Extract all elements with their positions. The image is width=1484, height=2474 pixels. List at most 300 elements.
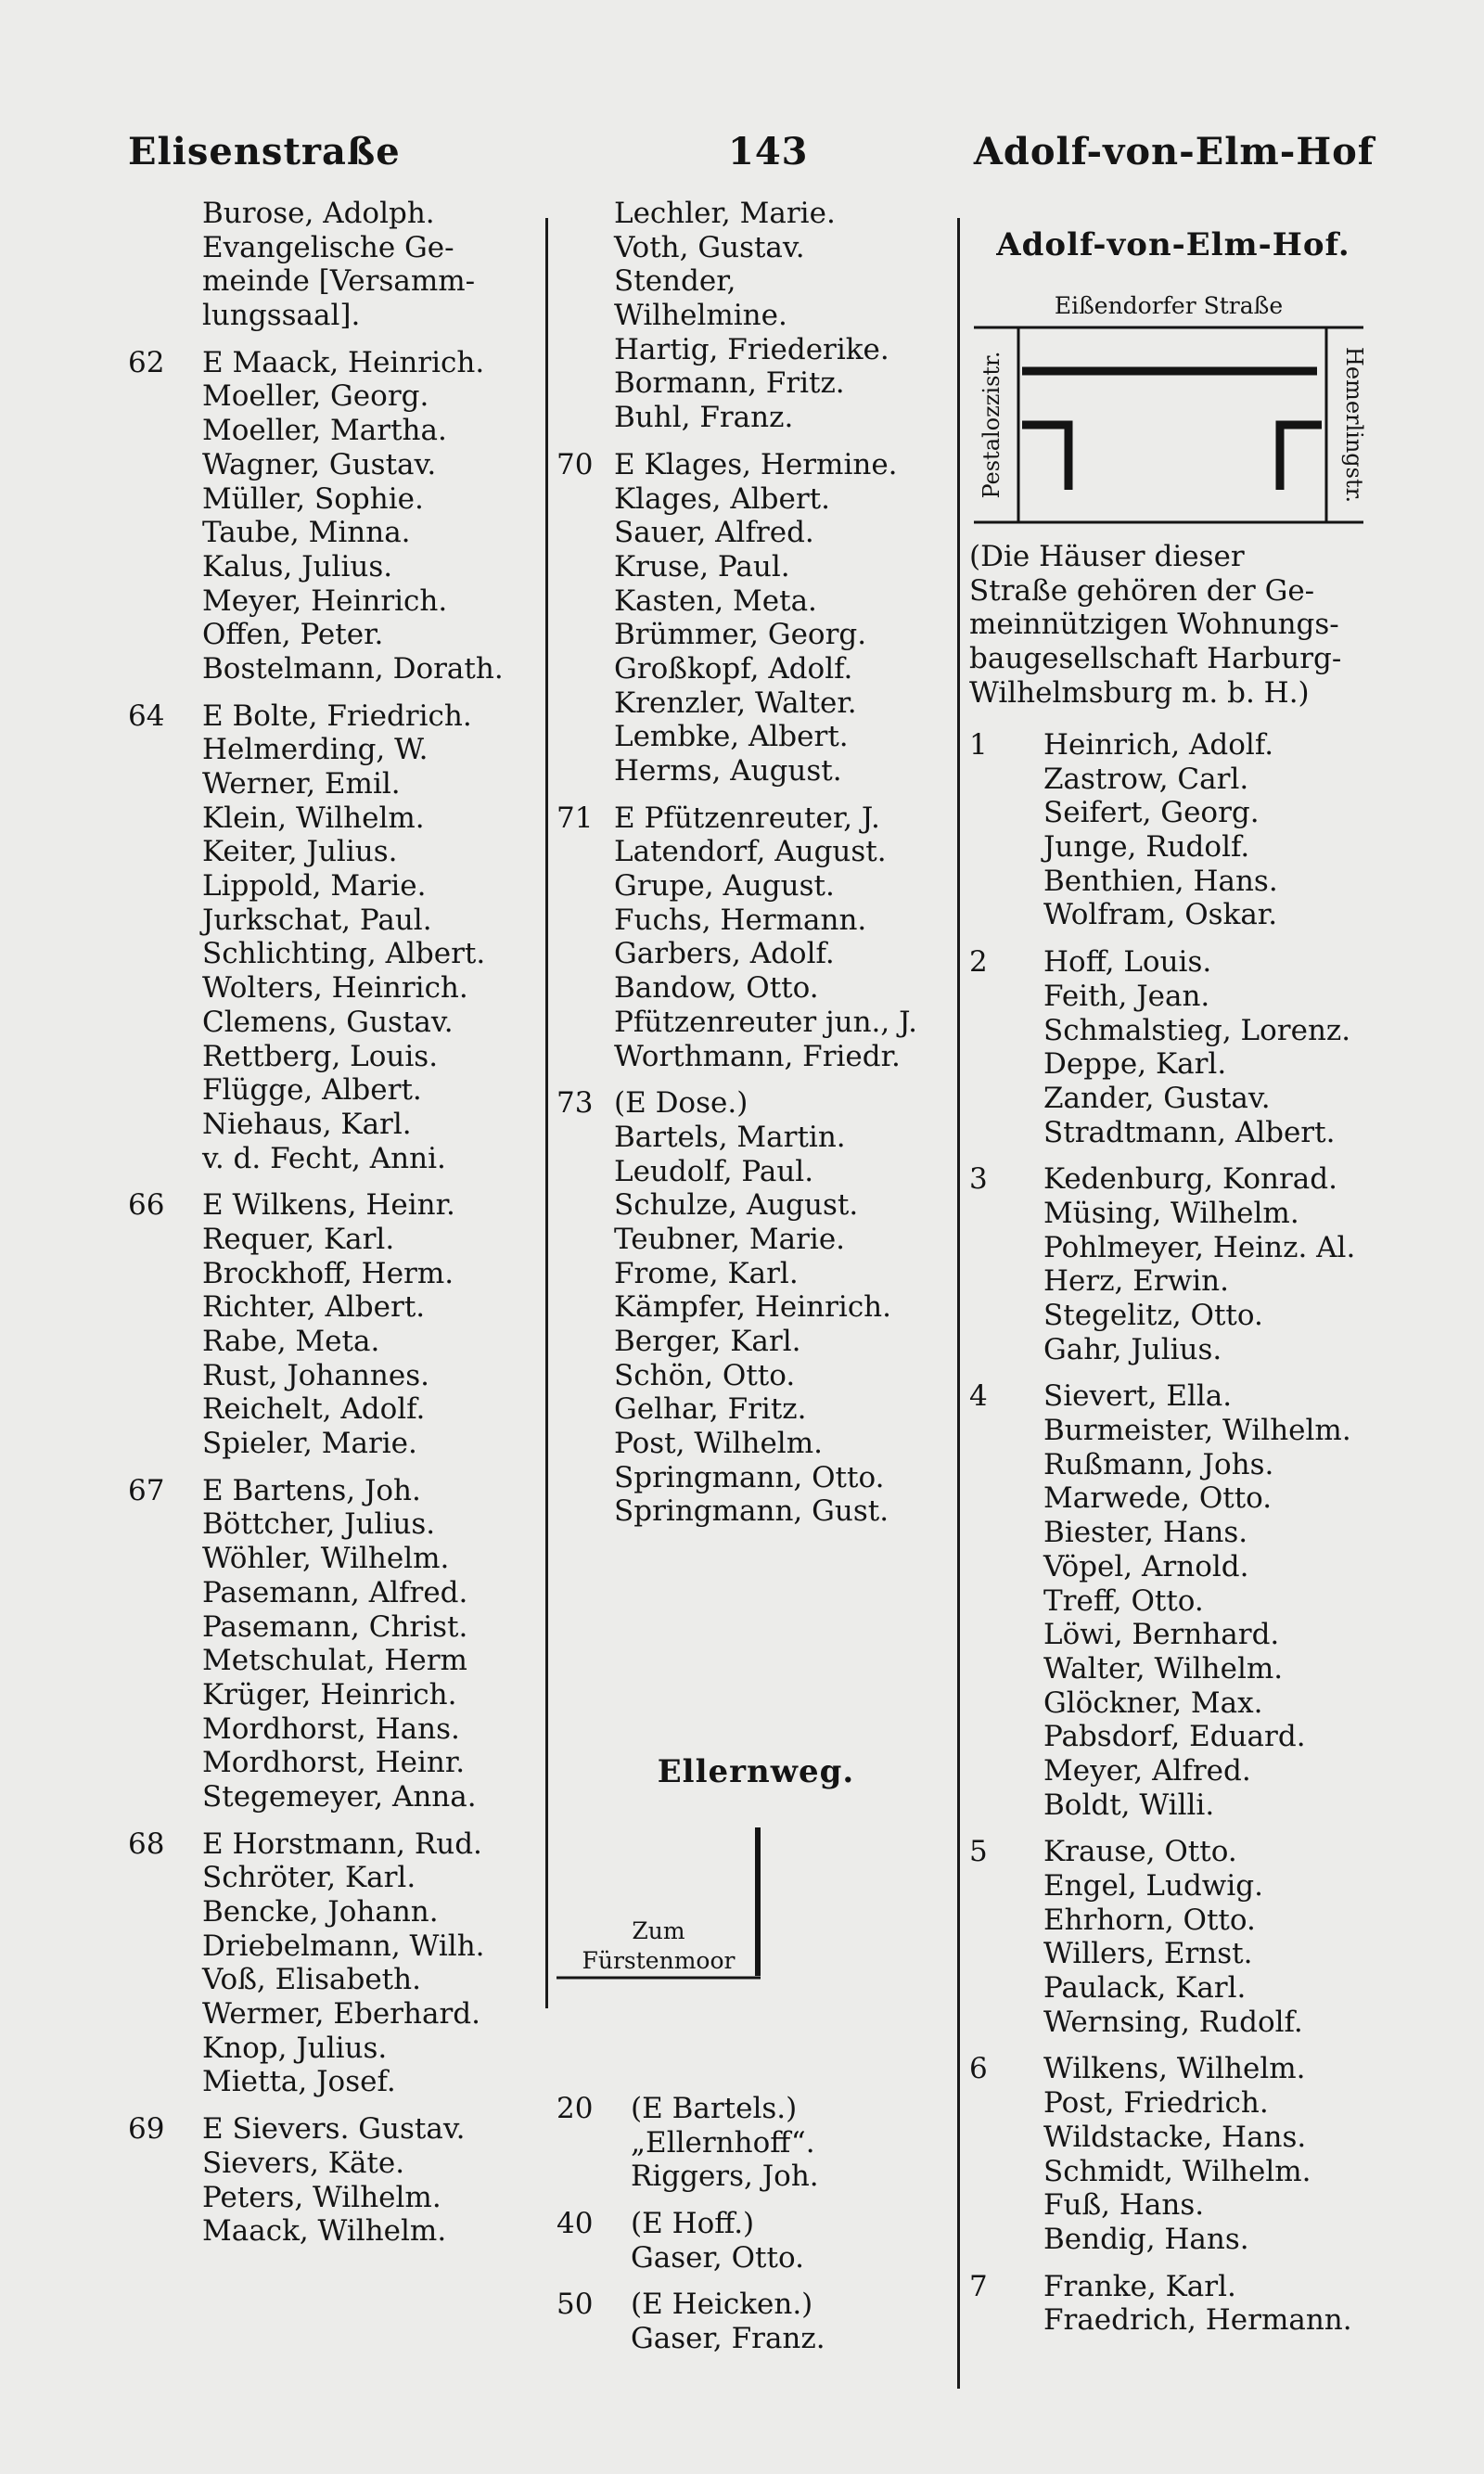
resident-name: Evangelische Ge-: [202, 230, 454, 264]
resident-name: Wildstacke, Hans.: [1043, 2120, 1307, 2154]
list-item: [128, 767, 545, 801]
house-group: [556, 1086, 955, 1529]
resident-name: Mordhorst, Heinr.: [202, 1746, 466, 1780]
resident-name: Wolters, Heinrich.: [202, 971, 468, 1006]
resident-name: Clemens, Gustav.: [202, 1005, 454, 1039]
resident-name: Wöhler, Wilhelm.: [202, 1542, 450, 1576]
page-number: 143: [728, 130, 809, 173]
list-item: [556, 2092, 955, 2126]
list-item: [128, 1610, 545, 1645]
list-item: [556, 2288, 955, 2322]
list-item: [128, 414, 545, 448]
list-item: [969, 1116, 1377, 1150]
resident-name: Metschulat, Herm: [202, 1644, 467, 1678]
list-item: [128, 869, 545, 904]
resident-name: Treff, Otto.: [1043, 1583, 1204, 1618]
list-item: [128, 652, 545, 686]
resident-name: Driebelmann, Wilh.: [202, 1929, 485, 1963]
resident-name: Hartig, Friederike.: [614, 332, 889, 366]
list-item: [969, 2052, 1377, 2086]
house-group: [969, 1835, 1377, 2039]
house-group: [556, 448, 955, 788]
house-group: [556, 197, 955, 435]
intro-line: [969, 540, 1377, 574]
resident-name: Bostelmann, Dorath.: [202, 651, 504, 686]
resident-name: Stegelitz, Otto.: [1043, 1299, 1263, 1332]
list-item: [128, 2112, 545, 2147]
resident-name: Peters, Wilhelm.: [202, 2180, 441, 2214]
list-item: [969, 1162, 1377, 1197]
resident-name: Deppe, Karl.: [1043, 1047, 1227, 1082]
list-item: [128, 1290, 545, 1325]
resident-name: Großkopf, Adolf.: [614, 651, 853, 686]
intro-line: [969, 608, 1377, 642]
house-group: [556, 2207, 955, 2275]
list-item: [556, 1427, 955, 1461]
list-item: [969, 898, 1377, 932]
list-item: [556, 1223, 955, 1257]
list-item: [556, 516, 955, 550]
list-item: [128, 264, 545, 299]
house-group: [128, 1474, 545, 1814]
house-group: [128, 1827, 545, 2100]
list-item: [128, 550, 545, 584]
house-number: 66: [128, 1188, 165, 1223]
column-left: [128, 197, 545, 2262]
list-item: [128, 482, 545, 517]
list-item: [128, 1325, 545, 1359]
list-item: [128, 1188, 545, 1223]
resident-name: Taube, Minna.: [202, 516, 411, 550]
list-item: [969, 1231, 1377, 1265]
resident-name: Bendig, Hans.: [1043, 2222, 1249, 2256]
map-label-fuerstenmoor: Fürstenmoor: [582, 1947, 736, 1974]
resident-name: Rabe, Meta.: [202, 1325, 380, 1358]
resident-name: E Pfützenreuter, J.: [614, 801, 880, 835]
list-item: [128, 937, 545, 971]
resident-name: Niehaus, Karl.: [202, 1107, 412, 1141]
resident-name: Lippold, Marie.: [202, 869, 427, 904]
resident-name: E Sievers. Gustav.: [202, 2112, 466, 2147]
list-item: [128, 346, 545, 380]
column-middle: [556, 197, 955, 1542]
intro-text: baugesellschaft Harburg-: [969, 642, 1342, 676]
resident-name: Maack, Wilhelm.: [202, 2214, 447, 2249]
list-item: [556, 686, 955, 721]
list-item: [969, 763, 1377, 797]
resident-name: Pasemann, Alfred.: [202, 1575, 468, 1609]
resident-name: Berger, Karl.: [614, 1325, 801, 1358]
resident-name: Sauer, Alfred.: [614, 516, 814, 550]
resident-name: Requer, Karl.: [202, 1222, 395, 1256]
street-map-ellernweg: [556, 1818, 955, 1994]
list-item: [969, 2121, 1377, 2155]
list-item: [128, 1712, 545, 1747]
list-item: [969, 1333, 1377, 1367]
resident-name: lungssaal].: [202, 299, 361, 333]
list-item: [969, 2006, 1377, 2040]
resident-name: Gahr, Julius.: [1043, 1332, 1222, 1366]
map-label-top: Eißendorfer Straße: [1054, 292, 1284, 319]
resident-name: (E Heicken.): [631, 2288, 813, 2322]
house-group: [128, 197, 545, 333]
list-item: [969, 2303, 1377, 2338]
house-group: [128, 346, 545, 686]
resident-name: Pohlmeyer, Heinz. Al.: [1043, 1230, 1356, 1264]
list-item: [969, 1618, 1377, 1652]
resident-name: Klages, Albert.: [614, 481, 830, 516]
intro-text: Wilhelmsburg m. b. H.): [969, 675, 1310, 710]
list-item: [128, 1142, 545, 1176]
resident-name: Pfützenreuter jun., J.: [614, 1005, 917, 1039]
resident-name: Löwi, Bernhard.: [1043, 1618, 1280, 1652]
house-number: 20: [556, 2092, 594, 2125]
list-item: [128, 1108, 545, 1142]
list-item: [556, 264, 955, 299]
list-item: [128, 1474, 545, 1508]
house-number: 1: [969, 728, 988, 762]
resident-name: Benthien, Hans.: [1043, 864, 1278, 898]
resident-name: Krause, Otto.: [1043, 1835, 1237, 1869]
list-item: [128, 801, 545, 836]
house-number: 6: [969, 2052, 988, 2086]
resident-name: Böttcher, Julius.: [202, 1507, 436, 1542]
list-item: [969, 1014, 1377, 1048]
intro-line: [969, 574, 1377, 609]
resident-name: Brümmer, Georg.: [614, 618, 867, 652]
list-item: [128, 2147, 545, 2181]
list-item: [969, 1448, 1377, 1482]
resident-name: Flügge, Albert.: [202, 1073, 422, 1108]
resident-name: Gelhar, Fritz.: [614, 1392, 807, 1427]
resident-name: Herz, Erwin.: [1043, 1264, 1229, 1299]
house-group: [128, 1188, 545, 1461]
resident-name: Meyer, Heinrich.: [202, 583, 448, 618]
resident-name: Schröter, Karl.: [202, 1861, 416, 1895]
house-group: [969, 2270, 1377, 2338]
house-group: [128, 2112, 545, 2249]
resident-name: Garbers, Adolf.: [614, 937, 835, 971]
list-item: [556, 1359, 955, 1393]
list-item: [969, 1379, 1377, 1414]
house-number: 73: [556, 1086, 594, 1121]
house-group: [969, 1379, 1377, 1822]
resident-name: Wilkens, Wilhelm.: [1043, 2052, 1306, 2086]
house-group: [969, 728, 1377, 932]
list-item: [556, 1121, 955, 1155]
intro-text: Straße gehören der Ge-: [969, 573, 1315, 608]
list-item: [128, 904, 545, 938]
resident-name: Zander, Gustav.: [1043, 1081, 1271, 1115]
list-item: [969, 1550, 1377, 1584]
list-item: [969, 1937, 1377, 1971]
list-item: [556, 231, 955, 265]
list-item: [969, 1720, 1377, 1754]
map-label-left: Pestalozzistr.: [979, 351, 1004, 499]
list-item: [969, 2086, 1377, 2121]
resident-name: Feith, Jean.: [1043, 979, 1210, 1013]
list-item: [556, 2207, 955, 2241]
list-item: [969, 2188, 1377, 2223]
house-group: [556, 801, 955, 1074]
resident-name: Leudolf, Paul.: [614, 1154, 814, 1188]
resident-name: Frome, Karl.: [614, 1256, 799, 1290]
list-item: [556, 550, 955, 584]
resident-name: Bencke, Johann.: [202, 1895, 439, 1929]
resident-name: (E Dose.): [614, 1086, 748, 1121]
list-item: [128, 1507, 545, 1542]
list-item: [128, 1542, 545, 1576]
list-item: [969, 2155, 1377, 2189]
list-item: [556, 366, 955, 401]
list-item: [556, 904, 955, 938]
list-item: [556, 720, 955, 754]
list-item: [128, 618, 545, 652]
list-item: [128, 1223, 545, 1257]
resident-name: Burmeister, Wilhelm.: [1043, 1414, 1351, 1448]
resident-name: E Horstmann, Rud.: [202, 1827, 482, 1861]
resident-name: Vöpel, Arnold.: [1043, 1549, 1249, 1583]
list-item: [556, 1155, 955, 1189]
resident-name: Kämpfer, Heinrich.: [614, 1290, 891, 1325]
resident-name: Krenzler, Walter.: [614, 686, 857, 720]
resident-name: Kedenburg, Konrad.: [1043, 1162, 1337, 1197]
resident-name: Brockhoff, Herm.: [202, 1256, 454, 1290]
list-item: [128, 1427, 545, 1461]
resident-name: Offen, Peter.: [202, 618, 384, 652]
list-item: [128, 1895, 545, 1929]
list-item: [128, 1963, 545, 1997]
resident-name: Schön, Otto.: [614, 1358, 796, 1392]
resident-name: Post, Friedrich.: [1043, 2086, 1269, 2121]
list-item: [556, 1188, 955, 1223]
list-item: [128, 1073, 545, 1108]
list-item: [969, 2223, 1377, 2257]
house-number: 69: [128, 2112, 165, 2147]
list-item: [556, 937, 955, 971]
house-group: [556, 2092, 955, 2194]
list-item: [556, 1257, 955, 1291]
running-head-right: Adolf-von-Elm-Hof: [973, 130, 1375, 173]
list-item: [969, 1197, 1377, 1231]
resident-name: Rettberg, Louis.: [202, 1039, 439, 1073]
column-rule-2: [957, 218, 960, 2389]
house-number: 5: [969, 1835, 988, 1869]
list-item: [969, 2270, 1377, 2304]
list-item: [969, 1414, 1377, 1448]
list-item: [969, 1516, 1377, 1550]
resident-name: Rust, Johannes.: [202, 1358, 429, 1392]
resident-name: Latendorf, August.: [614, 835, 887, 869]
resident-name: Müsing, Wilhelm.: [1043, 1196, 1299, 1230]
column-rule-1: [545, 218, 548, 2008]
resident-name: Post, Wilhelm.: [614, 1427, 823, 1461]
resident-name: Grupe, August.: [614, 869, 835, 904]
list-item: [556, 1040, 955, 1074]
list-item: [128, 1678, 545, 1712]
resident-name: Zastrow, Carl.: [1043, 762, 1249, 796]
list-item: [128, 733, 545, 767]
resident-name: Moeller, Georg.: [202, 379, 429, 414]
list-item: [556, 2126, 955, 2160]
list-item: [556, 197, 955, 231]
list-item: [556, 869, 955, 904]
map-label-zum: Zum: [632, 1917, 685, 1944]
list-item: [128, 231, 545, 265]
resident-name: Schmidt, Wilhelm.: [1043, 2154, 1311, 2188]
intro-text: meinnützigen Wohnungs-: [969, 608, 1339, 642]
resident-name: Kalus, Julius.: [202, 549, 393, 583]
resident-name: Meyer, Alfred.: [1043, 1753, 1251, 1788]
list-item: [556, 1461, 955, 1495]
house-number: 71: [556, 801, 594, 835]
list-item: [969, 1481, 1377, 1516]
list-item: [128, 1746, 545, 1780]
resident-name: Fraedrich, Hermann.: [1043, 2303, 1352, 2338]
resident-name: Ehrhorn, Otto.: [1043, 1903, 1256, 1937]
resident-name: Burose, Adolph.: [202, 197, 435, 230]
list-item: [128, 379, 545, 414]
list-item: [128, 299, 545, 333]
resident-name: Stradtmann, Albert.: [1043, 1115, 1336, 1149]
list-item: [556, 971, 955, 1006]
list-item: [128, 1257, 545, 1291]
list-item: [969, 1082, 1377, 1116]
resident-name: (E Bartels.): [631, 2092, 798, 2125]
list-item: [969, 1047, 1377, 1082]
running-head-left: Elisenstraße: [128, 130, 401, 173]
list-item: [969, 1788, 1377, 1823]
resident-name: Walter, Wilhelm.: [1043, 1651, 1284, 1686]
list-item: [128, 835, 545, 869]
list-item: [969, 865, 1377, 899]
resident-name: Wernsing, Rudolf.: [1043, 2005, 1303, 2039]
list-item: [556, 2241, 955, 2275]
resident-name: E Klages, Hermine.: [614, 447, 898, 481]
list-item: [128, 2065, 545, 2099]
resident-name: Sievert, Ella.: [1043, 1379, 1233, 1414]
resident-name: Spieler, Marie.: [202, 1427, 417, 1461]
intro-line: [969, 642, 1377, 676]
list-item: [128, 699, 545, 734]
resident-name: Helmerding, W.: [202, 733, 429, 767]
resident-name: Bormann, Fritz.: [614, 366, 845, 401]
list-item: [969, 830, 1377, 865]
house-group: [969, 1162, 1377, 1366]
resident-name: Bartels, Martin.: [614, 1120, 846, 1154]
resident-name: Fuß, Hans.: [1043, 2188, 1205, 2223]
resident-name: Worthmann, Friedr.: [614, 1039, 901, 1073]
list-item: [969, 1264, 1377, 1299]
list-item: [969, 1971, 1377, 2006]
list-item: [969, 1686, 1377, 1721]
list-item: [128, 2181, 545, 2215]
list-item: [128, 1040, 545, 1074]
list-item: [556, 2160, 955, 2194]
list-item: [556, 1006, 955, 1040]
resident-name: v. d. Fecht, Anni.: [202, 1141, 446, 1175]
list-item: [128, 1359, 545, 1393]
list-item: [556, 652, 955, 686]
resident-name: Klein, Wilhelm.: [202, 801, 425, 835]
resident-name: Reichelt, Adolf.: [202, 1392, 426, 1427]
resident-name: Teubner, Marie.: [614, 1222, 846, 1256]
resident-name: Lembke, Albert.: [614, 720, 849, 754]
resident-name: Junge, Rudolf.: [1043, 830, 1250, 865]
house-number: 40: [556, 2207, 594, 2241]
house-number: 64: [128, 699, 165, 733]
street-map-adolf: [965, 286, 1373, 532]
section-title-ellernweg: Ellernweg.: [657, 1753, 855, 1790]
resident-name: Seifert, Georg.: [1043, 796, 1260, 830]
resident-name: Pabsdorf, Eduard.: [1043, 1720, 1306, 1754]
list-item: [128, 584, 545, 619]
list-item: [969, 1299, 1377, 1333]
map-label-right: Hemerlingstr.: [1341, 346, 1367, 504]
house-number: 4: [969, 1379, 988, 1414]
resident-name: Glöckner, Max.: [1043, 1686, 1263, 1720]
resident-name: Schlichting, Albert.: [202, 937, 486, 971]
list-item: [969, 945, 1377, 980]
resident-name: Stegemeyer, Anna.: [202, 1779, 477, 1814]
list-item: [556, 401, 955, 435]
resident-name: Werner, Emil.: [202, 767, 401, 801]
list-item: [969, 728, 1377, 763]
resident-name: Mietta, Josef.: [202, 2065, 396, 2099]
resident-name: Rußmann, Johs.: [1043, 1447, 1274, 1481]
resident-name: Buhl, Franz.: [614, 401, 794, 435]
resident-name: Heinrich, Adolf.: [1043, 728, 1274, 762]
list-item: [128, 971, 545, 1006]
list-item: [556, 1392, 955, 1427]
resident-name: Hoff, Louis.: [1043, 945, 1212, 980]
resident-name: meinde [Versamm-: [202, 264, 476, 299]
list-item: [969, 1904, 1377, 1938]
list-item: [969, 1754, 1377, 1788]
list-item: [128, 2214, 545, 2249]
list-item: [128, 1861, 545, 1895]
resident-name: Lechler, Marie.: [614, 197, 836, 230]
resident-name: Springmann, Otto.: [614, 1460, 885, 1494]
list-item: [556, 333, 955, 367]
house-number: 68: [128, 1827, 165, 1861]
list-item: [128, 1780, 545, 1814]
resident-name: Jurkschat, Paul.: [202, 903, 432, 937]
resident-name: Boldt, Willi.: [1043, 1788, 1215, 1822]
resident-name: Wolfram, Oskar.: [1043, 898, 1278, 932]
list-item: [556, 801, 955, 836]
resident-name: E Wilkens, Heinr.: [202, 1188, 455, 1223]
list-item: [969, 980, 1377, 1014]
list-item: [556, 1325, 955, 1359]
list-item: [556, 584, 955, 619]
resident-name: Gaser, Otto.: [631, 2240, 804, 2275]
house-number: 7: [969, 2269, 988, 2303]
list-item: [128, 448, 545, 482]
resident-name: Richter, Albert.: [202, 1290, 426, 1325]
resident-name: Müller, Sophie.: [202, 481, 424, 516]
list-item: [128, 1997, 545, 2032]
resident-name: Krüger, Heinrich.: [202, 1677, 457, 1711]
resident-name: Springmann, Gust.: [614, 1494, 889, 1529]
intro-line: [969, 676, 1377, 711]
list-item: [128, 1576, 545, 1610]
house-group: [556, 2288, 955, 2355]
list-item: [556, 448, 955, 482]
resident-name: Sievers, Käte.: [202, 2146, 405, 2180]
resident-name: Wilhelmine.: [614, 299, 787, 333]
list-item: [128, 516, 545, 550]
